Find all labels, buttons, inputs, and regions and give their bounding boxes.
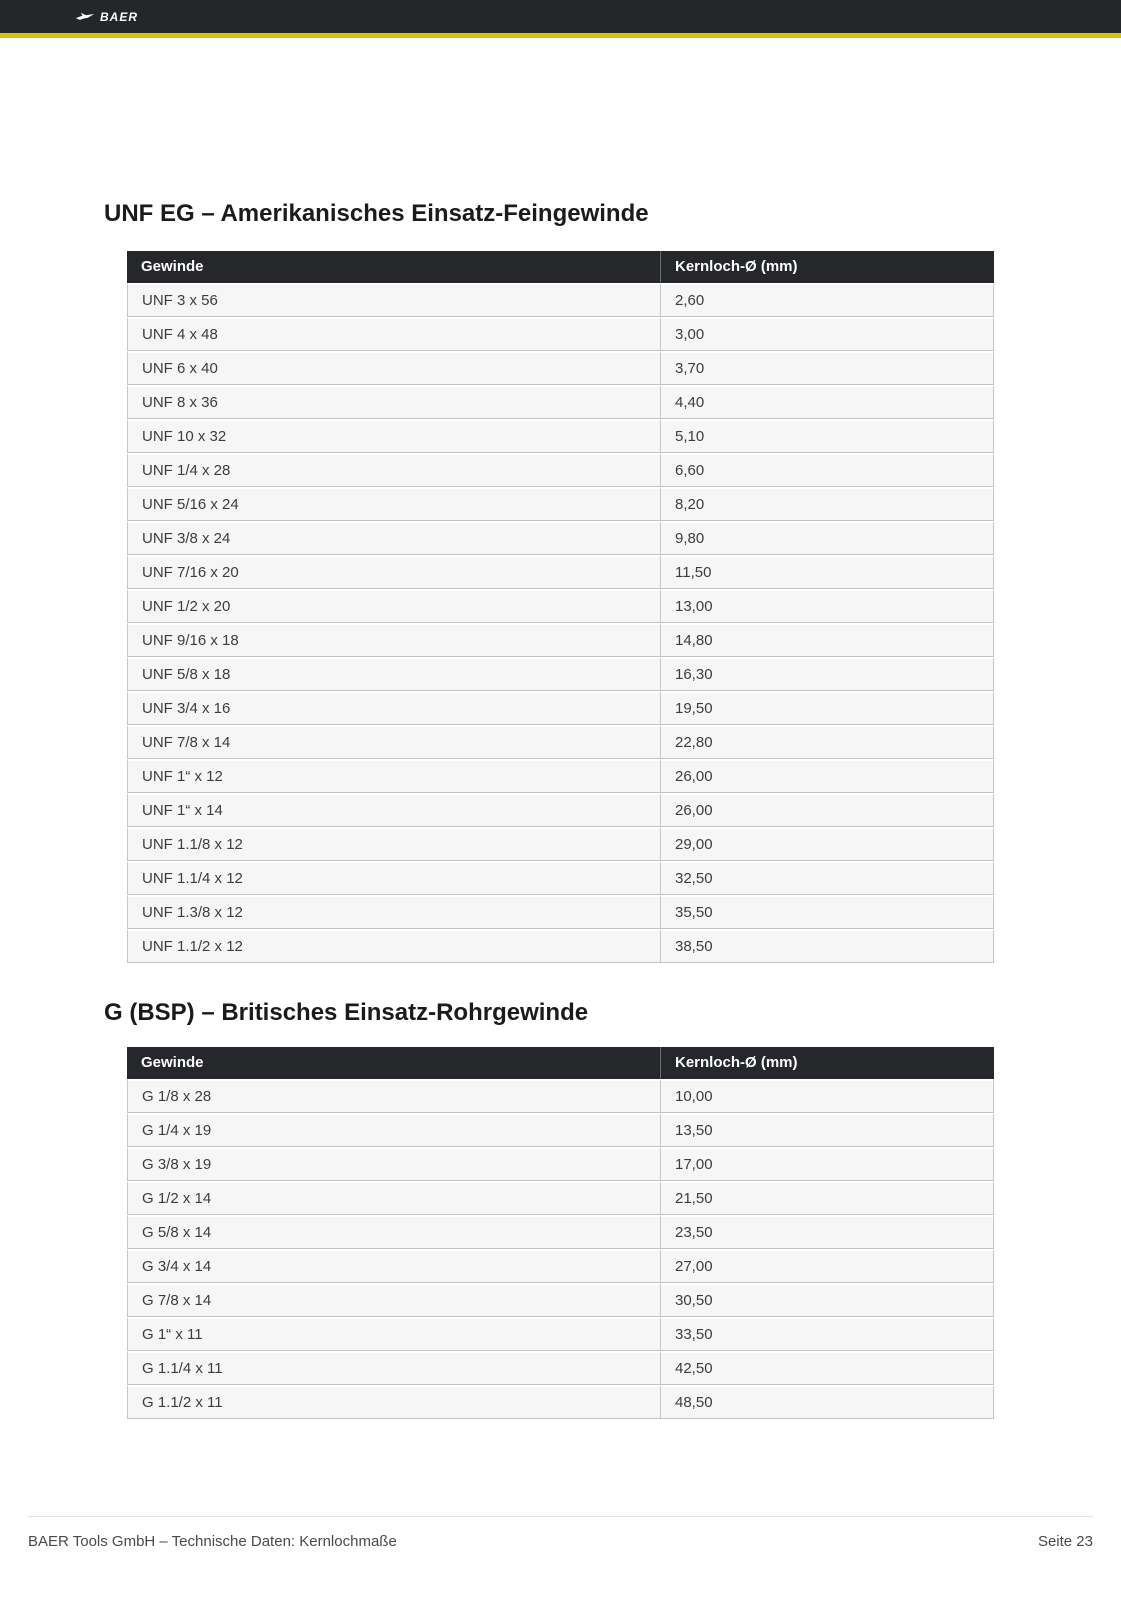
cell-gewinde: UNF 1“ x 14 — [127, 793, 660, 827]
cell-kernloch: 3,70 — [660, 351, 994, 385]
table-row — [127, 1113, 994, 1147]
table-row — [127, 623, 994, 657]
cell-kernloch: 29,00 — [660, 827, 994, 861]
cell-kernloch: 4,40 — [660, 385, 994, 419]
cell-gewinde: UNF 3/8 x 24 — [127, 521, 660, 555]
cell-kernloch: 2,60 — [660, 283, 994, 317]
table-row — [127, 385, 994, 419]
cell-kernloch: 35,50 — [660, 895, 994, 929]
table-row — [127, 555, 994, 589]
table-row — [127, 487, 994, 521]
unf-table — [127, 251, 994, 963]
cell-gewinde: G 1.1/4 x 11 — [127, 1351, 660, 1385]
table-row — [127, 1181, 994, 1215]
cell-gewinde: UNF 1“ x 12 — [127, 759, 660, 793]
table-row — [127, 521, 994, 555]
cell-kernloch: 38,50 — [660, 929, 994, 963]
table-row — [127, 1351, 994, 1385]
column-header-gewinde: Gewinde — [127, 1047, 660, 1079]
cell-gewinde: UNF 1/4 x 28 — [127, 453, 660, 487]
cell-gewinde: G 1/4 x 19 — [127, 1113, 660, 1147]
table-row — [127, 283, 994, 317]
cell-gewinde: UNF 1.3/8 x 12 — [127, 895, 660, 929]
cell-kernloch: 3,00 — [660, 317, 994, 351]
cell-kernloch: 27,00 — [660, 1249, 994, 1283]
table-row — [127, 317, 994, 351]
cell-gewinde: UNF 4 x 48 — [127, 317, 660, 351]
column-header-kernloch: Kernloch-Ø (mm) — [660, 1047, 994, 1079]
cell-gewinde: UNF 7/8 x 14 — [127, 725, 660, 759]
table-row — [127, 725, 994, 759]
cell-kernloch: 30,50 — [660, 1283, 994, 1317]
cell-gewinde: UNF 9/16 x 18 — [127, 623, 660, 657]
table-row — [127, 861, 994, 895]
cell-gewinde: G 5/8 x 14 — [127, 1215, 660, 1249]
table-row — [127, 1249, 994, 1283]
cell-kernloch: 26,00 — [660, 759, 994, 793]
cell-kernloch: 14,80 — [660, 623, 994, 657]
cell-kernloch: 33,50 — [660, 1317, 994, 1351]
cell-kernloch: 22,80 — [660, 725, 994, 759]
cell-kernloch: 13,50 — [660, 1113, 994, 1147]
baer-logo — [75, 10, 138, 24]
yellow-accent-bar — [0, 33, 1121, 38]
bsp-table — [127, 1047, 994, 1419]
cell-kernloch: 32,50 — [660, 861, 994, 895]
table-row — [127, 759, 994, 793]
table-header-row — [127, 1047, 994, 1079]
column-header-gewinde: Gewinde — [127, 251, 660, 283]
table-row — [127, 351, 994, 385]
table-row — [127, 1147, 994, 1181]
column-header-kernloch: Kernloch-Ø (mm) — [660, 251, 994, 283]
cell-kernloch: 23,50 — [660, 1215, 994, 1249]
cell-gewinde: UNF 3/4 x 16 — [127, 691, 660, 725]
footer-page-number: Seite 23 — [1037, 1533, 1093, 1550]
table-row — [127, 929, 994, 963]
eagle-icon — [75, 11, 95, 22]
page-footer — [28, 1516, 1093, 1550]
cell-gewinde: G 7/8 x 14 — [127, 1283, 660, 1317]
table-row — [127, 453, 994, 487]
cell-gewinde: UNF 10 x 32 — [127, 419, 660, 453]
cell-gewinde: UNF 1.1/4 x 12 — [127, 861, 660, 895]
cell-kernloch: 26,00 — [660, 793, 994, 827]
cell-gewinde: G 1“ x 11 — [127, 1317, 660, 1351]
table-row — [127, 1317, 994, 1351]
cell-gewinde: G 3/8 x 19 — [127, 1147, 660, 1181]
cell-kernloch: 19,50 — [660, 691, 994, 725]
table-row — [127, 895, 994, 929]
cell-gewinde: G 1.1/2 x 11 — [127, 1385, 660, 1419]
cell-gewinde: UNF 5/8 x 18 — [127, 657, 660, 691]
cell-gewinde: G 1/8 x 28 — [127, 1079, 660, 1113]
cell-gewinde: UNF 1/2 x 20 — [127, 589, 660, 623]
cell-kernloch: 21,50 — [660, 1181, 994, 1215]
cell-kernloch: 6,60 — [660, 453, 994, 487]
cell-gewinde: UNF 7/16 x 20 — [127, 555, 660, 589]
cell-gewinde: G 1/2 x 14 — [127, 1181, 660, 1215]
cell-gewinde: UNF 3 x 56 — [127, 283, 660, 317]
table-row — [127, 793, 994, 827]
cell-kernloch: 10,00 — [660, 1079, 994, 1113]
table-row — [127, 1283, 994, 1317]
table-row — [127, 589, 994, 623]
cell-kernloch: 8,20 — [660, 487, 994, 521]
cell-gewinde: UNF 6 x 40 — [127, 351, 660, 385]
cell-kernloch: 13,00 — [660, 589, 994, 623]
cell-kernloch: 16,30 — [660, 657, 994, 691]
cell-kernloch: 11,50 — [660, 555, 994, 589]
table-row — [127, 1079, 994, 1113]
table-row — [127, 1215, 994, 1249]
brand-name: BAER — [100, 9, 139, 24]
cell-kernloch: 9,80 — [660, 521, 994, 555]
cell-gewinde: UNF 1.1/8 x 12 — [127, 827, 660, 861]
table-row — [127, 691, 994, 725]
section-title-unf: UNF EG – Amerikanisches Einsatz-Feingewinde — [104, 200, 649, 227]
cell-gewinde: G 3/4 x 14 — [127, 1249, 660, 1283]
table-header-row — [127, 251, 994, 283]
table-row — [127, 1385, 994, 1419]
cell-kernloch: 5,10 — [660, 419, 994, 453]
cell-gewinde: UNF 1.1/2 x 12 — [127, 929, 660, 963]
cell-kernloch: 17,00 — [660, 1147, 994, 1181]
cell-gewinde: UNF 8 x 36 — [127, 385, 660, 419]
section-title-bsp: G (BSP) – Britisches Einsatz-Rohrgewinde — [104, 999, 589, 1026]
table-row — [127, 827, 994, 861]
cell-kernloch: 48,50 — [660, 1385, 994, 1419]
top-brand-bar — [0, 0, 1121, 33]
footer-document-info: BAER Tools GmbH – Technische Daten: Kernlochmaße — [28, 1533, 397, 1550]
table-row — [127, 657, 994, 691]
table-row — [127, 419, 994, 453]
cell-kernloch: 42,50 — [660, 1351, 994, 1385]
cell-gewinde: UNF 5/16 x 24 — [127, 487, 660, 521]
